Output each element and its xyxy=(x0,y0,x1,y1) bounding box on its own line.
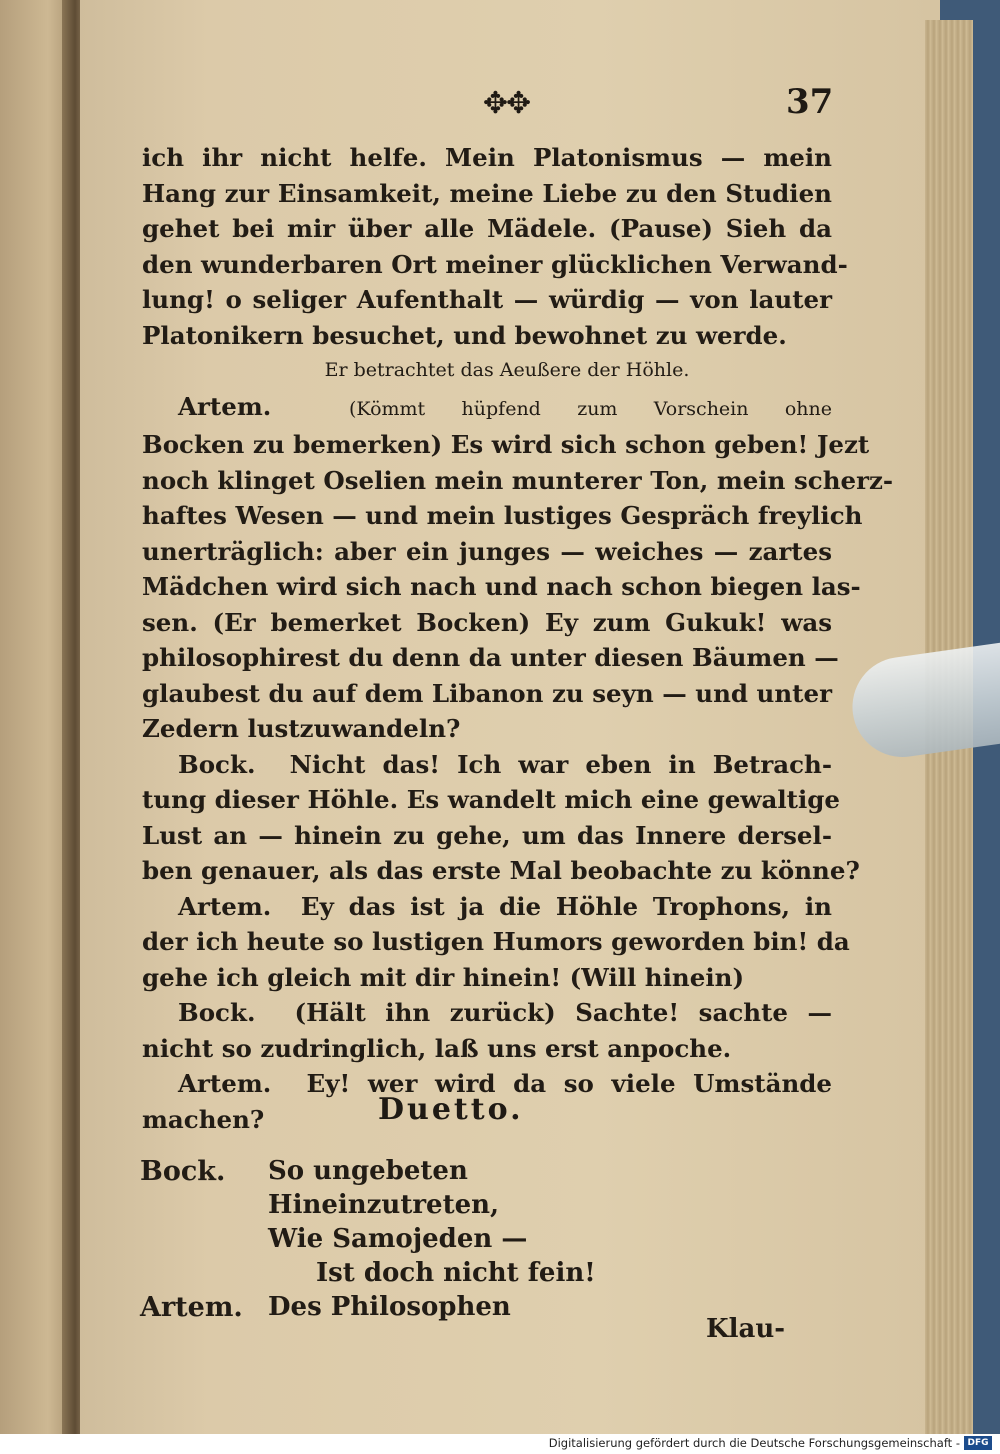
page-ornament: ✥✥ xyxy=(482,86,530,121)
text-line: gehe ich gleich mit dir hinein! (Will hinein) xyxy=(142,962,745,992)
stage-direction: Er betrachtet das Aeußere der Höhle. xyxy=(324,359,690,381)
main-text xyxy=(142,140,894,1137)
speech-artem-first-line xyxy=(142,389,832,428)
duetto-speaker-artem: Artem. xyxy=(140,1292,243,1323)
speaker-name: Bock. xyxy=(178,749,256,779)
page-number: 37 xyxy=(786,82,834,122)
text-line: lung! o seliger Aufenthalt — würdig — von lauter xyxy=(142,285,832,314)
text-line: Platonikern besuchet, und bewohnet zu werde. xyxy=(142,320,787,350)
verse-line: Des Philosophen xyxy=(268,1292,511,1322)
text-line: (Hält ihn zurück) Sachte! sachte — xyxy=(294,998,832,1027)
speaker-name: Bock. xyxy=(178,998,256,1027)
text-line: den wunderbaren Ort meiner glücklichen Verwand- xyxy=(142,249,848,279)
text-line: sen. (Er bemerket Bocken) Ey zum Gukuk! was xyxy=(142,607,832,637)
catchword: Klau- xyxy=(706,1314,786,1344)
verse-line: So ungebeten xyxy=(268,1156,468,1186)
text-line: Ey! wer wird da so viele Umstände xyxy=(306,1069,832,1098)
verse-line: Wie Samojeden — xyxy=(268,1224,528,1254)
text-line: philosophirest du denn da unter diesen Bäumen — xyxy=(142,643,839,672)
speech-bock-second xyxy=(142,995,832,1031)
text-line: ich ihr nicht helfe. Mein Platonismus — mein xyxy=(142,143,832,172)
verse-line: Hineinzutreten, xyxy=(268,1190,500,1220)
text-line: glaubest du auf dem Libanon zu seyn — und unter xyxy=(142,678,832,708)
stage-direction: (Kömmt hüpfend zum Vorschein ohne xyxy=(348,397,832,420)
text-line: Hang zur Einsamkeit, meine Liebe zu den Studien xyxy=(142,178,832,208)
text-line: gehet bei mir über alle Mädele. (Pause) Sieh da xyxy=(142,214,832,243)
verse-line: Ist doch nicht fein! xyxy=(316,1258,596,1288)
text-line: unerträglich: aber ein junges — weiches — zartes xyxy=(142,536,832,566)
text-line: Mädchen wird sich nach und nach schon biegen las- xyxy=(142,572,861,601)
speaker-name: Artem. xyxy=(178,391,272,421)
text-line: haftes Wesen — und mein lustiges Gespräch freylich xyxy=(142,501,863,530)
speech-bock-first-line xyxy=(142,747,832,783)
footer-credit: Digitalisierung gefördert durch die Deutsche Forschungsgemeinschaft - xyxy=(548,1436,960,1450)
speaker-name: Artem. xyxy=(178,1069,272,1098)
speaker-name: Artem. xyxy=(178,891,272,921)
text-line: Nicht das! Ich war eben in Betrach- xyxy=(289,749,832,779)
text-line: Zedern lustzuwandeln? xyxy=(142,714,461,743)
text-line: Bocken zu bemerken) Es wird sich schon geben! Jezt xyxy=(142,430,870,459)
text-line: ben genauer, als das erste Mal beobachte zu könne? xyxy=(142,856,860,885)
duetto-speaker-bock: Bock. xyxy=(140,1156,226,1187)
text-line: Ey das ist ja die Höhle Trophons, in xyxy=(300,891,832,921)
text-line: tung dieser Höhle. Es wandelt mich eine gewaltige xyxy=(142,785,840,814)
text-line: Lust an — hinein zu gehe, um das Innere dersel- xyxy=(142,820,832,850)
text-line: der ich heute so lustigen Humors geworden bin! da xyxy=(142,927,850,956)
dfg-logo: DFG xyxy=(964,1436,992,1450)
text-line: machen? xyxy=(142,1104,265,1134)
text-line: nicht so zudringlich, laß uns erst anpoche. xyxy=(142,1033,732,1063)
duetto-heading: Duetto. xyxy=(378,1092,524,1127)
speech-artem-second xyxy=(142,889,832,925)
text-line: noch klinget Oselien mein munterer Ton, mein scherz- xyxy=(142,465,894,495)
